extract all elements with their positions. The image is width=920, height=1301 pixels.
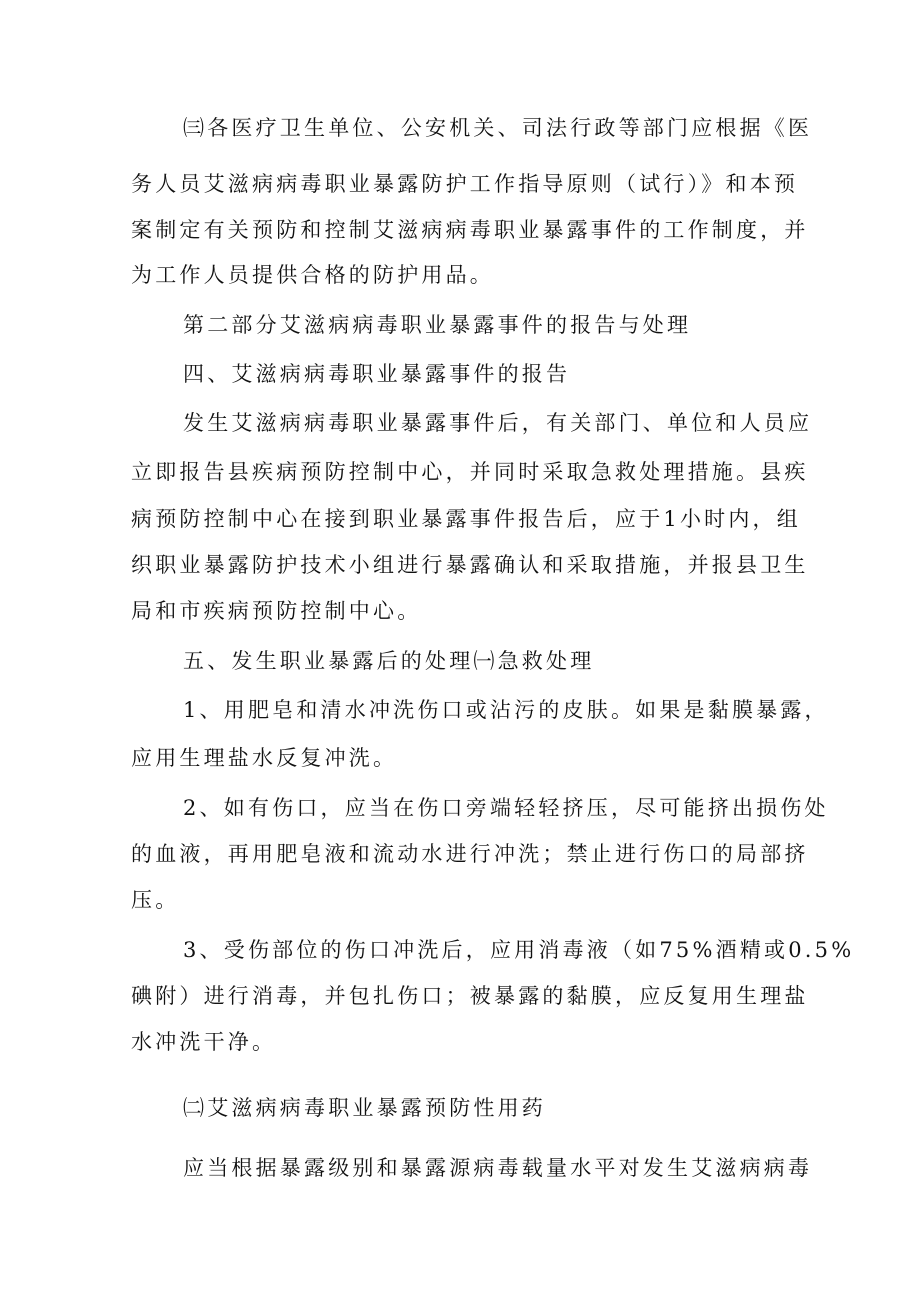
section-heading: 第二部分艾滋病病毒职业暴露事件的报告与处理	[183, 313, 692, 337]
section-heading: 四、艾滋病病毒职业暴露事件的报告	[183, 362, 571, 386]
paragraph-line: 水冲洗干净。	[131, 1030, 277, 1054]
paragraph-line: 碘附）进行消毒，并包扎伤口；被暴露的黏膜，应反复用生理盐	[131, 984, 809, 1008]
paragraph-line: 1、用肥皂和清水冲洗伤口或沾污的皮肤。如果是黏膜暴露，	[183, 698, 829, 722]
paragraph-line: 压。	[131, 888, 180, 912]
paragraph-line: 织职业暴露防护技术小组进行暴露确认和采取措施，并报县卫生	[131, 553, 809, 577]
paragraph-line: 发生艾滋病病毒职业暴露事件后，有关部门、单位和人员应	[183, 411, 813, 435]
paragraph-line: 2、如有伤口，应当在伤口旁端轻轻挤压，尽可能挤出损伤处	[183, 796, 829, 820]
section-heading: ㈡艾滋病病毒职业暴露预防性用药	[183, 1096, 546, 1120]
paragraph-line: 的血液，再用肥皂液和流动水进行冲洗；禁止进行伤口的局部挤	[131, 842, 809, 866]
section-heading: 五、发生职业暴露后的处理㈠急救处理	[183, 649, 595, 673]
paragraph-line: 3、受伤部位的伤口冲洗后，应用消毒液（如75%酒精或0.5%	[183, 938, 855, 962]
paragraph-line: 局和市疾病预防控制中心。	[131, 599, 422, 623]
paragraph-line: 应用生理盐水反复冲洗。	[131, 746, 398, 770]
paragraph-line: 应当根据暴露级别和暴露源病毒载量水平对发生艾滋病病毒	[183, 1156, 813, 1180]
paragraph-line: 务人员艾滋病病毒职业暴露防护工作指导原则（试行）》和本预	[131, 172, 799, 196]
paragraph-line: 立即报告县疾病预防控制中心，并同时采取急救处理措施。县疾	[131, 460, 809, 484]
paragraph-line: 病预防控制中心在接到职业暴露事件报告后，应于1小时内，组	[131, 507, 801, 531]
paragraph-line: ㈢各医疗卫生单位、公安机关、司法行政等部门应根据《医	[183, 116, 813, 140]
paragraph-line: 案制定有关预防和控制艾滋病病毒职业暴露事件的工作制度，并	[131, 218, 809, 242]
paragraph-line: 为工作人员提供合格的防护用品。	[131, 263, 494, 287]
